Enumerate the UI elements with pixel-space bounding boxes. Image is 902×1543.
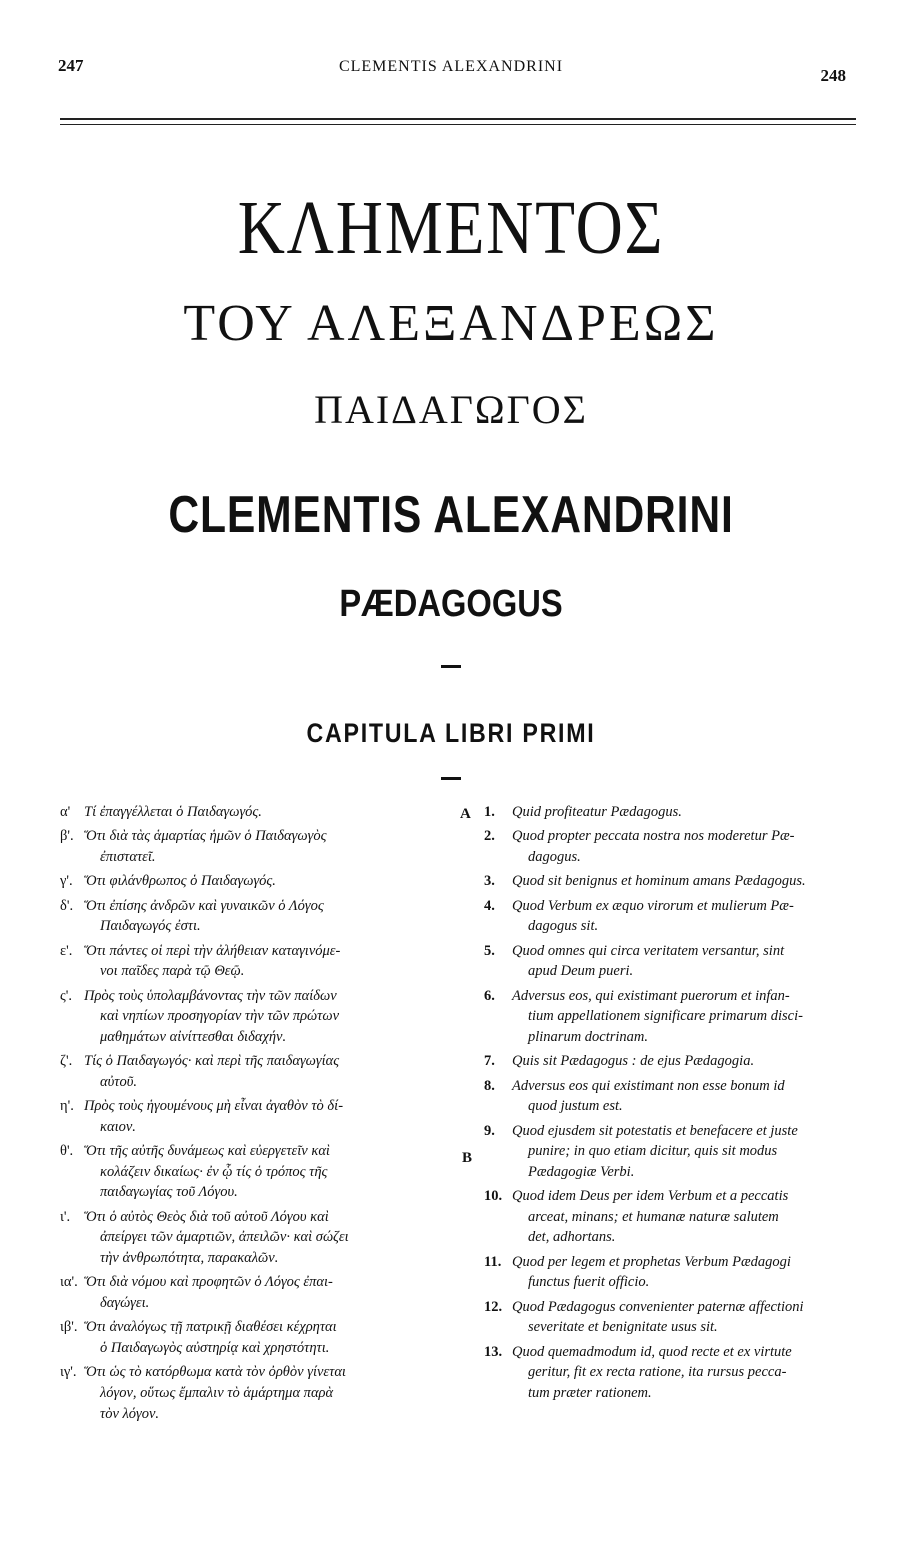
latin-chapter-entry <box>484 1186 870 1248</box>
chapter-text-line: Quod sit benignus et hominum amans Pædagogus. <box>512 873 806 890</box>
chapter-number: 7. <box>484 1053 495 1070</box>
chapter-text-line: Ὅτι ἀναλόγως τῇ πατρικῇ διαθέσει κέχρηται <box>84 1319 337 1336</box>
chapter-text-line: Pædagogiæ Verbi. <box>528 1163 635 1180</box>
chapter-text-line: ἐπιστατεῖ. <box>100 848 156 865</box>
title-latin-work: PÆDAGOGUS <box>339 583 563 625</box>
chapter-text-line: τὸν λόγον. <box>100 1405 160 1422</box>
divider-dash <box>441 777 461 780</box>
chapter-number: ιγ'. <box>60 1364 77 1381</box>
chapter-text-line: Ὅτι διὰ τὰς ἁμαρτίας ἡμῶν ὁ Παιδαγωγὸς <box>84 828 327 845</box>
chapter-text-line: καιον. <box>100 1118 136 1135</box>
chapter-number: δ'. <box>60 897 74 914</box>
greek-chapter-list <box>60 802 458 1428</box>
title-greek-origin: ΤΟΥ ΑΛΕΞΑΝΔΡΕΩΣ <box>183 295 719 352</box>
page-number-left: 247 <box>58 56 84 75</box>
chapter-text-line: plinarum doctrinam. <box>528 1028 649 1045</box>
latin-chapter-entry <box>484 1342 870 1404</box>
greek-chapter-entry <box>60 826 458 867</box>
chapter-text-line: geritur, fit ex recta ratione, ita rursus pecca- <box>528 1364 787 1381</box>
chapter-text-line: Quod Verbum ex æquo virorum et mulierum Pæ- <box>512 897 794 914</box>
greek-chapter-entry <box>60 896 458 937</box>
greek-chapter-entry <box>60 1362 458 1424</box>
chapter-number: ιβ'. <box>60 1319 78 1336</box>
chapter-text-line: Ὅτι τῆς αὐτῆς δυνάμεως καὶ εὐεργετεῖν καὶ <box>84 1143 330 1160</box>
title-greek-author: ΚΛΗΜΕΝΤΟΣ <box>237 186 665 270</box>
chapter-text-line: apud Deum pueri. <box>528 963 634 980</box>
chapter-text-line: παιδαγωγίας τοῦ Λόγου. <box>100 1184 238 1201</box>
chapter-number: ι'. <box>60 1208 71 1225</box>
chapter-number: 8. <box>484 1077 495 1094</box>
chapter-number: ζ'. <box>60 1053 73 1070</box>
chapter-text-line: Παιδαγωγός ἐστι. <box>100 918 201 935</box>
chapter-text-line: Quis sit Pædagogus : de ejus Pædagogia. <box>512 1053 755 1070</box>
chapter-text-line: tum præter rationem. <box>528 1385 652 1401</box>
greek-chapter-entry <box>60 1272 458 1313</box>
chapter-text-line: Ὅτι ἐπίσης ἀνδρῶν καὶ γυναικῶν ὁ Λόγος <box>84 897 324 914</box>
title-greek-work: ΠΑΙΔΑΓΩΓΟΣ <box>314 387 588 432</box>
title-latin-author: CLEMENTIS ALEXANDRINI <box>168 486 734 544</box>
margin-marker-b: B <box>462 1150 473 1166</box>
chapter-number: ς'. <box>60 987 72 1004</box>
chapter-number: γ'. <box>60 873 73 890</box>
chapter-number: 13. <box>484 1343 503 1360</box>
chapter-text-line: Τίς ὁ Παιδαγωγός· καὶ περὶ τῆς παιδαγωγίας <box>84 1053 340 1070</box>
chapter-number: β'. <box>60 828 74 845</box>
latin-chapter-entry <box>484 1252 870 1293</box>
chapter-text-line: Adversus eos qui existimant non esse bonum id <box>512 1077 785 1094</box>
chapter-text-line: Quod quemadmodum id, quod recte et ex virtute <box>512 1343 792 1360</box>
chapter-text-line: dagogus sit. <box>528 918 599 935</box>
chapter-text-line: ὁ Παιδαγωγὸς αὐστηρίᾳ καὶ χρηστότητι. <box>100 1340 330 1357</box>
chapter-text-line: Quod idem Deus per idem Verbum et a peccatis <box>512 1188 789 1205</box>
chapter-text-line: μαθημάτων αἰνίττεσθαι διδαχήν. <box>100 1028 287 1045</box>
section-title: CAPITULA LIBRI PRIMI <box>306 718 596 748</box>
margin-marker-a: A <box>460 806 471 822</box>
chapter-text-line: punire; in quo etiam dicitur, quis sit modus <box>528 1143 778 1160</box>
running-title: CLEMENTIS ALEXANDRINI <box>338 58 564 75</box>
chapter-number: 2. <box>484 828 495 845</box>
latin-chapter-entry <box>484 941 870 982</box>
latin-chapter-entry <box>484 896 870 937</box>
chapter-text-line: καὶ νηπίων προσηγορίαν τὴν τῶν πρώτων <box>100 1008 340 1025</box>
chapter-text-line: Adversus eos, qui existimant puerorum et infan- <box>512 987 790 1004</box>
greek-chapter-entry <box>60 941 458 982</box>
chapter-text-line: tium appellationem significare primarum disci- <box>528 1008 803 1025</box>
chapter-text-line: Πρὸς τοὺς ὑπολαμβάνοντας τὴν τῶν παίδων <box>84 987 337 1004</box>
chapter-text-line: τὴν ἀνθρωπότητα, παρακαλῶν. <box>100 1250 279 1267</box>
header-rule <box>60 118 856 120</box>
chapter-text-line: dagogus. <box>528 848 581 865</box>
greek-chapter-entry <box>60 871 458 892</box>
latin-chapter-entry <box>484 1051 870 1072</box>
chapter-text-line: det, adhortans. <box>528 1229 616 1246</box>
latin-chapter-entry <box>484 986 870 1048</box>
chapter-number: α' <box>60 804 71 820</box>
greek-chapter-entry <box>60 1051 458 1092</box>
chapter-number: 3. <box>484 873 495 890</box>
chapter-text-line: functus fuerit officio. <box>528 1274 650 1291</box>
chapter-text-line: Quod per legem et prophetas Verbum Pædagogi <box>512 1253 791 1270</box>
latin-chapter-entry <box>484 1121 870 1183</box>
chapter-text-line: Quod propter peccata nostra nos moderetur Pæ- <box>512 828 795 845</box>
chapter-number: ε'. <box>60 942 73 959</box>
chapter-number: 4. <box>484 897 495 914</box>
chapter-number: 5. <box>484 942 495 959</box>
greek-chapter-entry <box>60 1141 458 1203</box>
chapter-number: 9. <box>484 1122 495 1139</box>
greek-chapter-entry <box>60 1317 458 1358</box>
chapter-text-line: Ὅτι ὡς τὸ κατόρθωμα κατὰ τὸν ὀρθὸν γίνεται <box>84 1364 346 1381</box>
chapter-text-line: λόγον, οὕτως ἔμπαλιν τὸ ἁμάρτημα παρὰ <box>100 1385 334 1401</box>
chapter-text-line: Quod ejusdem sit potestatis et benefacere et juste <box>512 1122 798 1139</box>
chapter-text-line: Quod omnes qui circa veritatem versantur, sint <box>512 942 785 959</box>
chapter-text-line: Ὅτι φιλάνθρωπος ὁ Παιδαγωγός. <box>84 873 276 890</box>
latin-chapter-entry <box>484 1297 870 1338</box>
chapter-text-line: arceat, minans; et humanæ naturæ salutem <box>528 1208 779 1225</box>
chapter-text-line: δαγώγει. <box>100 1295 150 1312</box>
chapter-number: 12. <box>484 1298 503 1315</box>
latin-chapter-entry <box>484 802 870 823</box>
chapter-text-line: quod justum est. <box>528 1098 623 1115</box>
chapter-text-line: Τί ἐπαγγέλλεται ὁ Παιδαγωγός. <box>84 804 262 820</box>
latin-chapter-list <box>484 802 870 1407</box>
chapter-text-line: ἀπείργει τῶν ἁμαρτιῶν, ἀπειλῶν· καὶ σώζει <box>100 1229 349 1246</box>
chapter-number: 1. <box>484 804 495 820</box>
latin-chapter-entry <box>484 826 870 867</box>
chapter-text-line: severitate et benignitate usus sit. <box>528 1319 718 1336</box>
latin-chapter-entry <box>484 871 870 892</box>
greek-chapter-entry <box>60 1096 458 1137</box>
greek-chapter-entry <box>60 986 458 1048</box>
chapter-number: 10. <box>484 1188 503 1205</box>
divider-dash <box>441 665 461 668</box>
chapter-text-line: Ὅτι διὰ νόμου καὶ προφητῶν ὁ Λόγος ἐπαι- <box>84 1274 333 1291</box>
running-header <box>0 56 902 86</box>
chapter-text-line: Quod Pædagogus convenienter paternæ affectioni <box>512 1298 804 1315</box>
greek-chapter-entry <box>60 802 458 823</box>
header-rule-thin <box>60 124 856 125</box>
chapter-number: η'. <box>60 1098 74 1115</box>
chapter-text-line: αὐτοῦ. <box>100 1073 137 1090</box>
chapter-text-line: Πρὸς τοὺς ἡγουμένους μὴ εἶναι ἀγαθὸν τὸ δί- <box>84 1098 344 1115</box>
page-number-right: 248 <box>820 66 846 85</box>
chapter-number: ια'. <box>60 1274 78 1291</box>
chapter-text-line: Quid profiteatur Pædagogus. <box>512 804 682 820</box>
chapter-text-line: Ὅτι ὁ αὐτὸς Θεὸς διὰ τοῦ αὐτοῦ Λόγου καὶ <box>84 1208 329 1225</box>
chapter-text-line: νοι παῖδες παρὰ τῷ Θεῷ. <box>100 963 245 980</box>
chapter-text-line: Ὅτι πάντες οἱ περὶ τὴν ἀλήθειαν καταγινόμε- <box>84 942 341 959</box>
greek-chapter-entry <box>60 1207 458 1269</box>
latin-chapter-entry <box>484 1076 870 1117</box>
chapter-text-line: κολάζειν δικαίως· ἐν ᾧ τίς ὁ τρόπος τῆς <box>100 1163 328 1180</box>
chapter-number: θ'. <box>60 1143 74 1160</box>
chapter-number: 11. <box>484 1253 502 1270</box>
chapter-number: 6. <box>484 987 495 1004</box>
